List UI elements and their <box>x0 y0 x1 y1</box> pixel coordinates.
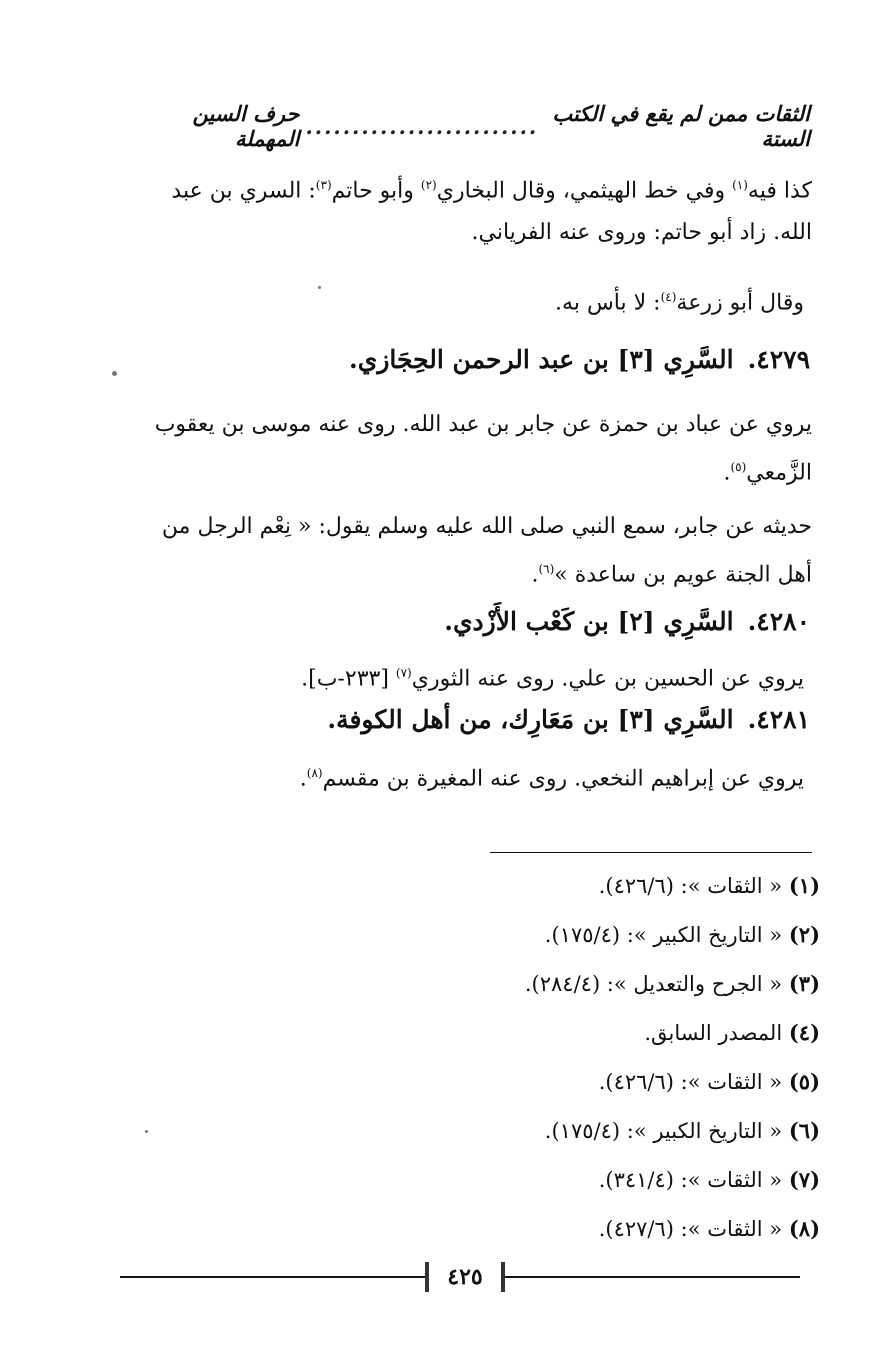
continuation-paragraph <box>132 164 812 254</box>
footnote-number: (١) <box>788 873 820 898</box>
text-run: وقال أبو زرعة <box>676 290 804 316</box>
footnote-text: المصدر السابق. <box>644 1021 783 1045</box>
footnote-text: « الثقات »: (٣٤١/٤). <box>598 1168 783 1192</box>
footnote-number: (٧) <box>788 1167 820 1192</box>
header-dots: ......................... <box>305 113 539 139</box>
footnote-item <box>400 1111 820 1160</box>
footnote-item <box>400 1160 820 1209</box>
footnote-ref[interactable]: (٧) <box>395 666 412 680</box>
page-number: ٤٢٥ <box>425 1256 505 1298</box>
text-run: كذا فيه <box>747 178 812 204</box>
footnote-ref[interactable]: (٨) <box>306 766 323 780</box>
entry-paragraph <box>132 506 812 596</box>
footnote-text: « التاريخ الكبير »: (١٧٥/٤). <box>544 1119 783 1143</box>
entry-paragraph <box>132 652 804 700</box>
entry-name: السَّرِي [٣] بن مَعَارِك، من أهل الكوفة. <box>327 705 734 734</box>
running-header <box>148 101 810 151</box>
entry-number: ٤٢٨٠. <box>747 607 810 636</box>
text-run: . <box>723 460 731 486</box>
text-run: يروي عن الحسين بن علي. روى عنه الثوري <box>411 666 804 692</box>
footnote-text: « التاريخ الكبير »: (١٧٥/٤). <box>544 923 783 947</box>
text-run: : السري بن عبد الله. زاد أبو حاتم: وروى عنه الفرياني. <box>171 178 812 246</box>
footnote-item <box>400 915 820 964</box>
entry-number: ٤٢٧٩. <box>747 345 810 374</box>
entry-heading <box>349 340 810 380</box>
footnote-text: « الثقات »: (٤٢٧/٦). <box>598 1217 783 1241</box>
footnote-separator <box>490 852 812 853</box>
footnote-number: (٢) <box>788 922 820 947</box>
text-run: يروي عن عباد بن حمزة عن جابر بن عبد الله. روى عنه موسى بن يعقوب الزَّمعي <box>154 412 812 486</box>
text-run: : لا بأس به. <box>555 290 661 316</box>
entry-name: السَّرِي [٣] بن عبد الرحمن الحِجَازي. <box>349 345 734 374</box>
text-run: [٢٣٣-ب]. <box>301 666 396 692</box>
footnotes <box>400 866 820 1258</box>
footnote-ref[interactable]: (٦) <box>538 562 555 576</box>
footnote-ref[interactable]: (٥) <box>730 460 747 474</box>
continuation-line <box>132 276 804 324</box>
footnote-ref[interactable]: (١) <box>732 178 748 192</box>
text-run: وفي خط الهيثمي، وقال البخاري <box>436 178 733 204</box>
footnote-ref[interactable]: (٢) <box>420 178 437 192</box>
footer-rule-right <box>505 1276 800 1278</box>
footnote-number: (٦) <box>788 1118 820 1143</box>
footnote-item <box>400 866 820 915</box>
scan-speck <box>318 286 321 289</box>
entry-paragraph <box>132 404 812 494</box>
entry-number: ٤٢٨١. <box>747 705 810 734</box>
header-chapter: حرف السين المهملة <box>192 101 300 151</box>
footnote-item <box>400 964 820 1013</box>
text-run: حديثه عن جابر، سمع النبي صلى الله عليه وسلم يقول: « نِعْم الرجل من أهل الجنة عويم بن ساعدة » <box>161 514 812 588</box>
entry-heading <box>327 700 810 740</box>
footnote-text: « الثقات »: (٤٢٦/٦). <box>598 1070 783 1094</box>
footnote-number: (٥) <box>788 1069 820 1094</box>
footnote-ref[interactable]: (٤) <box>660 290 677 304</box>
footnote-item <box>400 1209 820 1258</box>
footnote-number: (٨) <box>788 1216 820 1241</box>
footnote-text: « الجرح والتعديل »: (٢٨٤/٤). <box>524 972 783 996</box>
footnote-text: « الثقات »: (٤٢٦/٦). <box>598 874 783 898</box>
entry-paragraph <box>132 752 804 800</box>
header-book-title: الثقات ممن لم يقع في الكتب الستة <box>552 101 810 151</box>
text-run: . <box>299 766 307 792</box>
footnote-item <box>400 1062 820 1111</box>
footnote-number: (٤) <box>788 1020 820 1045</box>
text-run: وأبو حاتم <box>331 178 421 204</box>
text-run: يروي عن إبراهيم النخعي. روى عنه المغيرة بن مقسم <box>322 766 804 792</box>
scan-speck <box>145 1130 148 1133</box>
entry-name: السَّرِي [٢] بن كَعْب الأَزْدي. <box>444 607 734 636</box>
scan-speck <box>112 371 117 376</box>
text-run: . <box>531 562 539 588</box>
footnote-number: (٣) <box>788 971 820 996</box>
footnote-item <box>400 1013 820 1062</box>
footer-rule-left <box>120 1276 425 1278</box>
footnote-ref[interactable]: (٣) <box>315 178 332 192</box>
entry-heading <box>444 602 810 642</box>
